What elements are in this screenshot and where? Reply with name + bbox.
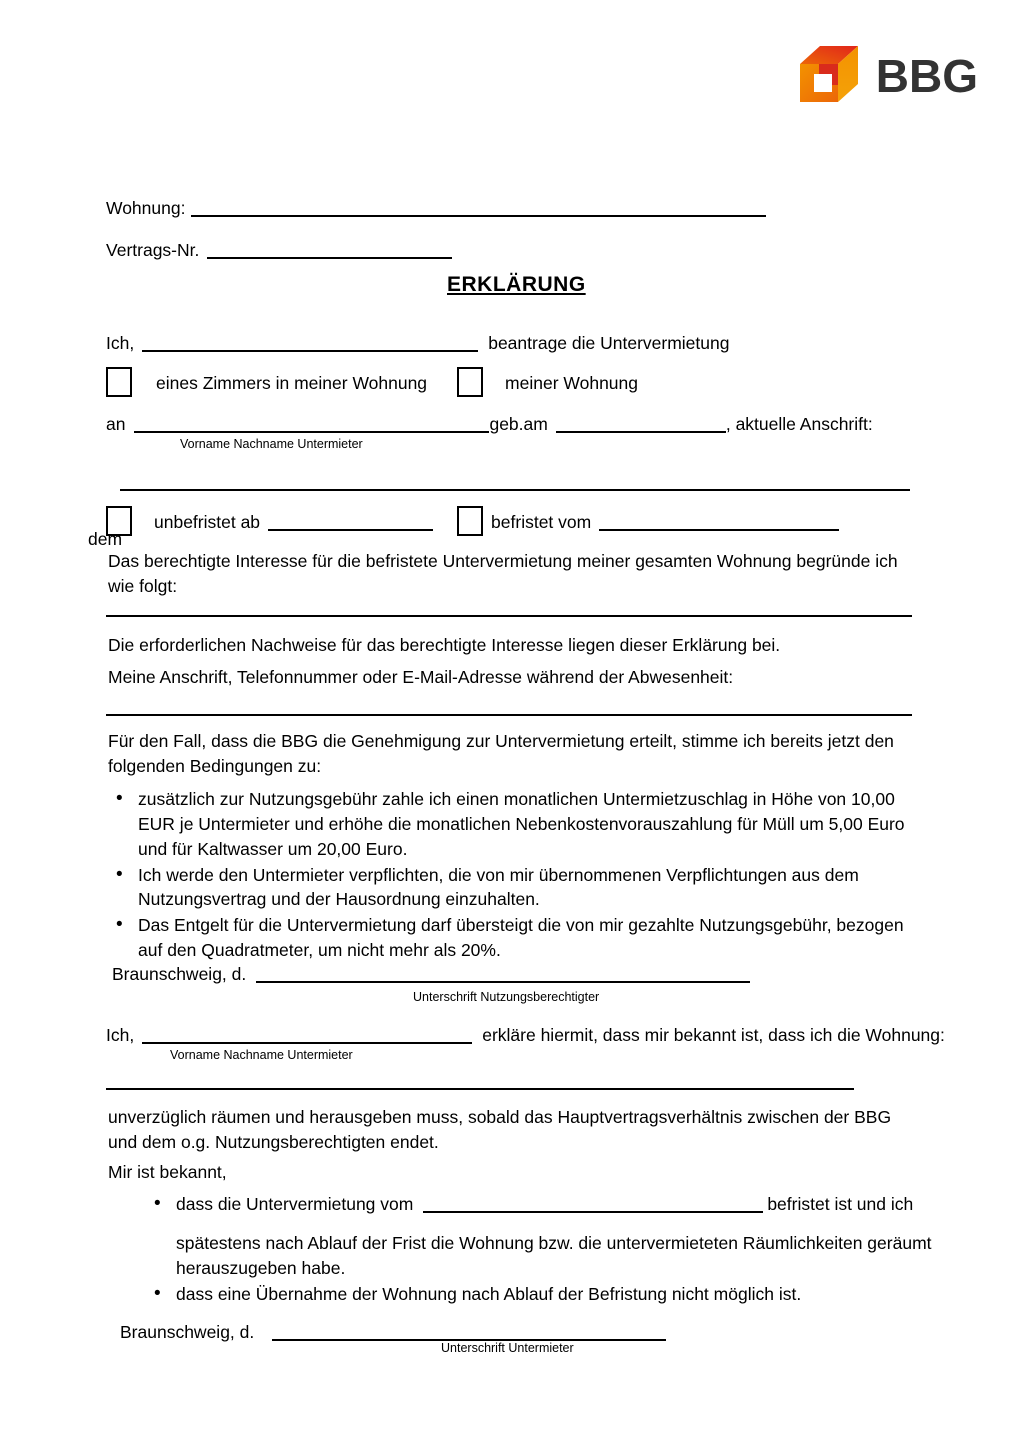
signature-landlord-place: Braunschweig, d. <box>112 964 247 984</box>
wohnung-field-row <box>106 196 766 221</box>
wohnung-input[interactable] <box>191 215 766 217</box>
tenant-statement: erkläre hiermit, dass mir bekannt ist, dass ich die Wohnung: <box>482 1025 945 1045</box>
signature-landlord-caption: Unterschrift Nutzungsberechtigter <box>413 990 600 1004</box>
vertrags-nr-input[interactable] <box>207 257 452 259</box>
tenant-continuation: unverzüglich räumen und herausgeben muss, sobald das Hauptvertragsverhältnis zwischen der BBG und dem o.g. Nutzungsberechtigten endet. <box>108 1107 892 1152</box>
subtenant-name-hint: Vorname Nachname Untermieter <box>180 437 363 451</box>
current-address-label: , aktuelle Anschrift: <box>725 414 873 434</box>
signature-landlord-row <box>112 962 750 987</box>
birthdate-input[interactable] <box>556 431 726 433</box>
tenant-known-label: Mir ist bekannt, <box>108 1162 227 1182</box>
condition-item: • Ich werde den Untermieter verpflichten, die von mir übernommenen Verpflichtungen aus dem Nutzungsvertrag und der Hausordnung einzuhalten. <box>108 863 928 913</box>
checkbox-limited[interactable] <box>457 506 483 536</box>
unlimited-from-input[interactable] <box>268 529 433 531</box>
applicant-row <box>106 331 729 356</box>
checkbox-single-room[interactable] <box>106 367 132 397</box>
checkbox-whole-flat[interactable] <box>457 367 483 397</box>
tenant-name-input[interactable] <box>142 1042 472 1044</box>
legitimate-interest-input[interactable] <box>106 615 912 617</box>
tenant-known-item <box>146 1192 936 1281</box>
birthdate-label: geb.am <box>489 414 548 434</box>
tenant-known-item: • dass eine Übernahme der Wohnung nach Ablauf der Befristung nicht möglich ist. <box>146 1282 936 1307</box>
tenant-wohnung-input[interactable] <box>106 1088 854 1090</box>
absence-contact-input[interactable] <box>106 714 912 716</box>
subtenant-name-input[interactable] <box>134 431 489 433</box>
bbg-logo <box>798 44 978 108</box>
tenant-known-item-lead: dass die Untervermietung vom <box>176 1194 414 1214</box>
tenant-known-list <box>146 1192 936 1307</box>
tenant-known-item-continued: spätestens nach Ablauf der Frist die Wohnung bzw. die untervermieteten Räumlichkeiten geräumt herauszugeben habe. <box>176 1232 932 1278</box>
bbg-wordmark: BBG <box>875 50 978 102</box>
signature-tenant-place: Braunschweig, d. <box>120 1322 255 1342</box>
applicant-label: Ich, <box>106 333 135 353</box>
wohnung-label: Wohnung: <box>106 198 186 218</box>
signature-tenant-caption: Unterschrift Untermieter <box>441 1341 574 1355</box>
signature-tenant-row <box>120 1320 666 1345</box>
subtenant-row <box>106 412 873 437</box>
tenant-declaration-row <box>106 1023 945 1048</box>
vertrags-nr-label: Vertrags-Nr. <box>106 240 200 260</box>
condition-item: • Das Entgelt für die Untervermietung darf übersteigt die von mir gezahlte Nutzungsgebühr, bezogen auf den Quadratmeter, um nicht mehr als 20%. <box>108 913 928 963</box>
sublet-scope-options <box>106 367 638 397</box>
checkbox-unlimited-label: unbefristet ab <box>154 512 261 532</box>
absence-contact-label: Meine Anschrift, Telefonnummer oder E-Mail-Adresse während der Abwesenheit: <box>108 667 734 687</box>
checkbox-single-room-label: eines Zimmers in meiner Wohnung <box>156 373 428 393</box>
bbg-cube-logo-icon <box>798 44 860 108</box>
subtenant-an-label: an <box>106 414 126 434</box>
current-address-input[interactable] <box>120 489 910 491</box>
tenant-name-hint: Vorname Nachname Untermieter <box>170 1048 353 1062</box>
vertrags-nr-field-row <box>106 238 452 263</box>
signature-landlord-input[interactable] <box>256 981 750 983</box>
limited-from-input[interactable] <box>599 529 839 531</box>
checkbox-limited-label: befristet vom <box>491 512 592 532</box>
dem-label: dem <box>88 529 123 549</box>
applicant-request-text: beantrage die Untervermietung <box>488 333 730 353</box>
tenant-ich-label: Ich, <box>106 1025 135 1045</box>
evidence-note: Die erforderlichen Nachweise für das berechtigte Interesse liegen dieser Erklärung bei. <box>108 635 781 655</box>
legitimate-interest-paragraph: Das berechtigte Interesse für die befristete Untervermietung meiner gesamten Wohnung begründe ich wie folgt: <box>108 551 898 596</box>
conditions-list <box>108 787 928 964</box>
applicant-name-input[interactable] <box>142 350 478 352</box>
condition-item: • zusätzlich zur Nutzungsgebühr zahle ich einen monatlichen Untermietzuschlag in Höhe von 10,00 EUR je Untermieter und erhöhe die monatlichen Nebenkostenvorauszahlung für Müll um 5,00 Euro und für Kaltwasser um 20,00 Euro. <box>108 787 928 862</box>
page-title: ERKLÄRUNG <box>447 273 586 296</box>
checkbox-whole-flat-label: meiner Wohnung <box>505 373 638 393</box>
conditions-intro: Für den Fall, dass die BBG die Genehmigung zur Untervermietung erteilt, stimme ich bereits jetzt den folgenden Bedingungen zu: <box>108 731 894 776</box>
tenant-known-item-tail: befristet ist und ich <box>767 1194 914 1214</box>
tenant-sublet-until-input[interactable] <box>423 1211 763 1213</box>
duration-options <box>106 506 839 536</box>
